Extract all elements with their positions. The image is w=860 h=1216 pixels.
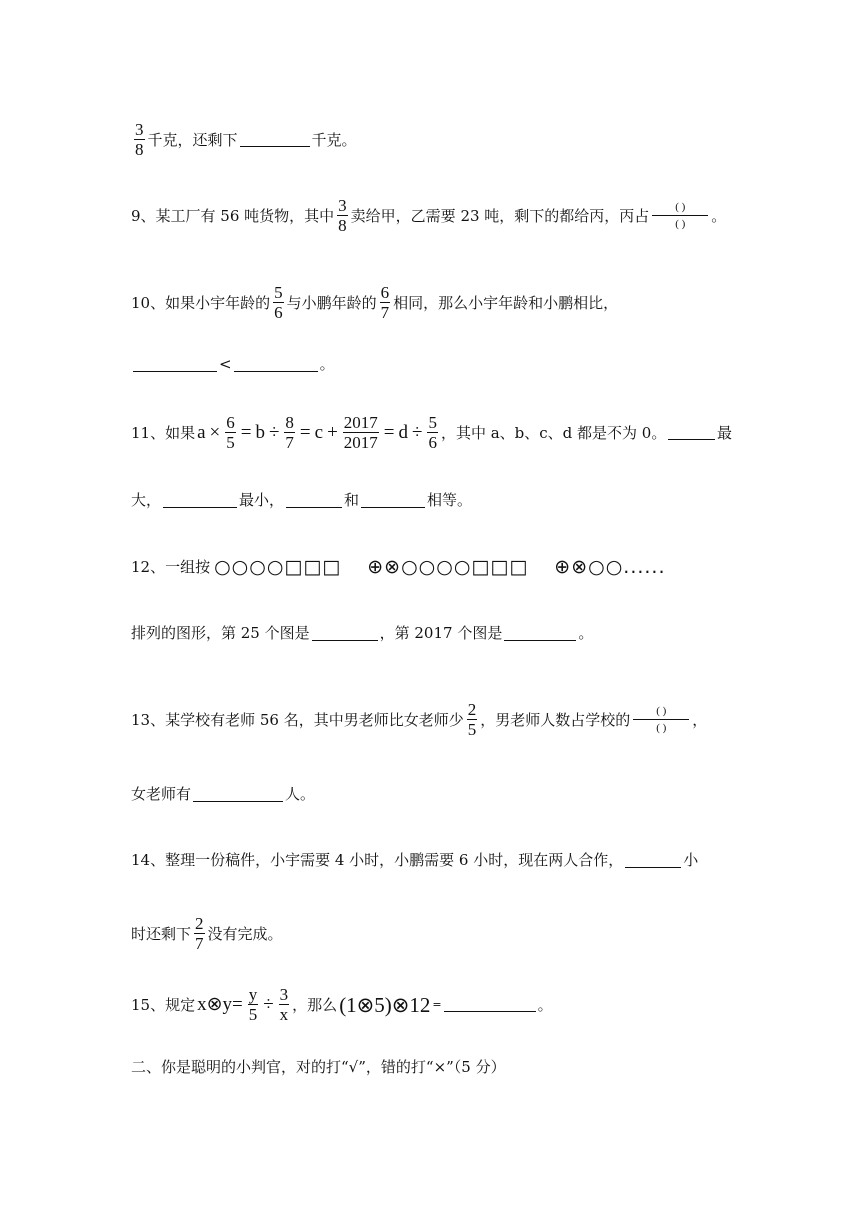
q14-line	[131, 850, 732, 870]
q11-text: 11、如果	[131, 423, 196, 442]
q12-line2-text: 排列的图形，第 25 个图是	[131, 624, 310, 642]
q11-divide-2: ÷	[412, 421, 423, 443]
q10-end: 。	[319, 355, 335, 373]
q11-text-3: 最	[716, 423, 732, 442]
q14-line2-text-2: 没有完成。	[207, 924, 283, 943]
q13-answer-fraction[interactable]: $\frac{( )}{( )}$	[633, 703, 689, 736]
q10-line	[131, 283, 732, 322]
q15-end: 。	[537, 995, 553, 1014]
q15-text: 15、规定	[131, 995, 196, 1014]
q9-end: 。	[711, 206, 727, 225]
q13-fraction: $\frac{2}{5}$	[467, 700, 477, 739]
q12-text: 12、一组按	[131, 558, 211, 576]
q15-line	[131, 985, 732, 1024]
q9-text: 9、某工厂有 56 吨货物，其中	[131, 206, 335, 225]
q10-text-3: 相同，那么小宇年龄和小鹏相比，	[393, 293, 619, 312]
q11-fraction-4: $\frac{5}{6}$	[428, 413, 437, 452]
q12-answer-blank-1[interactable]	[312, 626, 378, 641]
q11-line2-text-4: 相等。	[427, 491, 473, 509]
q9-answer-fraction[interactable]: $\frac{( )}{( )}$	[652, 199, 708, 232]
q15-fraction-1: $\frac{y}{5}$	[248, 985, 258, 1024]
q11-line2-text-2: 最小，	[239, 491, 285, 509]
q11-times: ×	[209, 421, 221, 443]
q11-fraction-3: $\frac{2017}{2017}$	[343, 413, 378, 452]
q9-fraction: $\frac{3}{8}$	[338, 196, 347, 235]
q8-fraction: $\frac{3}{8}$	[135, 120, 144, 159]
q11-answer-blank-4[interactable]	[361, 493, 425, 508]
q13-line2-text: 女老师有	[131, 785, 192, 803]
q12-line2-text-2: ，第 2017 个图是	[379, 624, 503, 642]
q11-answer-blank-3[interactable]	[286, 493, 342, 508]
q11-equals-3: =	[383, 421, 395, 443]
q8-line	[131, 120, 732, 159]
q14-line2-text: 时还剩下	[131, 924, 192, 943]
q13-line-2	[131, 784, 732, 804]
q10-text-2: 与小鹏年龄的	[286, 293, 377, 312]
q13-text: 13、某学校有老师 56 名，其中男老师比女老师少	[131, 710, 464, 729]
q11-line-2	[131, 490, 732, 510]
q11-var-a: a	[197, 421, 206, 443]
q14-answer-blank[interactable]	[625, 853, 681, 868]
q14-line-2	[131, 914, 732, 953]
q11-var-c: c	[314, 421, 324, 443]
q15-divide: ÷	[263, 993, 274, 1015]
q12-line	[131, 557, 732, 577]
q15-equals: =	[432, 997, 442, 1011]
q14-text: 14、整理一份稿件，小宇需要 4 小时，小鹏需要 6 小时，现在两人合作，	[131, 851, 624, 869]
q11-fraction-1: $\frac{6}{5}$	[226, 413, 235, 452]
q10-less-than: <	[219, 355, 232, 373]
q12-line-2	[131, 623, 732, 643]
q14-fraction: $\frac{2}{7}$	[195, 914, 204, 953]
q13-text-2: ，男老师人数占学校的	[480, 710, 631, 729]
q11-line	[131, 413, 732, 452]
q15-fraction-2: $\frac{3}{x}$	[279, 985, 289, 1024]
q11-answer-blank-2[interactable]	[163, 493, 237, 508]
q12-shape-sequence-2: ⊕⊗○○○○□□□	[367, 556, 529, 578]
q13-line2-text-2: 人。	[285, 785, 316, 803]
q12-line2-text-3: 。	[578, 624, 594, 642]
q15-answer-blank[interactable]	[444, 997, 536, 1012]
q15-question-expression: (1⊗5)⊗12	[339, 992, 431, 1017]
q10-text: 10、如果小宇年龄的	[131, 293, 271, 312]
q14-text-2: 小	[683, 851, 699, 869]
q8-text-end: 千克。	[311, 130, 357, 149]
q11-divide-1: ÷	[268, 421, 280, 443]
q10-answer-blank-1[interactable]	[133, 357, 217, 372]
q11-line2-text-3: 和	[344, 491, 360, 509]
q10-answer-line	[131, 354, 732, 374]
q8-answer-blank[interactable]	[240, 132, 310, 147]
section2-title: 二、你是聪明的小判官，对的打“√”，错的打“×”（5 分）	[131, 1058, 506, 1076]
q11-line2-text: 大，	[131, 491, 162, 509]
q15-definition-expression: x⊗y=	[197, 993, 243, 1015]
q10-answer-blank-2[interactable]	[234, 357, 318, 372]
q12-shape-sequence-1: ○○○○□□□	[214, 556, 342, 578]
q13-answer-blank[interactable]	[193, 787, 283, 802]
q12-answer-blank-2[interactable]	[504, 626, 576, 641]
q11-plus: +	[327, 421, 338, 443]
q11-equals-1: =	[240, 421, 252, 443]
section2-heading	[131, 1057, 732, 1077]
q10-fraction-2: $\frac{6}{7}$	[380, 283, 390, 322]
q11-var-d: d	[398, 421, 408, 443]
q9-text-2: 卖给甲，乙需要 23 吨，剩下的都给丙，丙占	[350, 206, 650, 225]
q12-shape-sequence-3: ⊕⊗○○......	[554, 556, 666, 578]
q11-var-b: b	[255, 421, 265, 443]
q8-text: 千克，还剩下	[147, 130, 238, 149]
q15-text-2: ，那么	[292, 995, 338, 1014]
q11-fraction-2: $\frac{8}{7}$	[285, 413, 294, 452]
q13-end: ，	[692, 710, 708, 729]
q11-text-2: ，其中 a、b、c、d 都是不为 0。	[440, 423, 667, 442]
q9-line	[131, 196, 732, 235]
q11-equals-2: =	[299, 421, 311, 443]
q10-fraction-1: $\frac{5}{6}$	[274, 283, 283, 322]
q13-line	[131, 700, 732, 739]
q11-answer-blank-1[interactable]	[668, 425, 715, 440]
